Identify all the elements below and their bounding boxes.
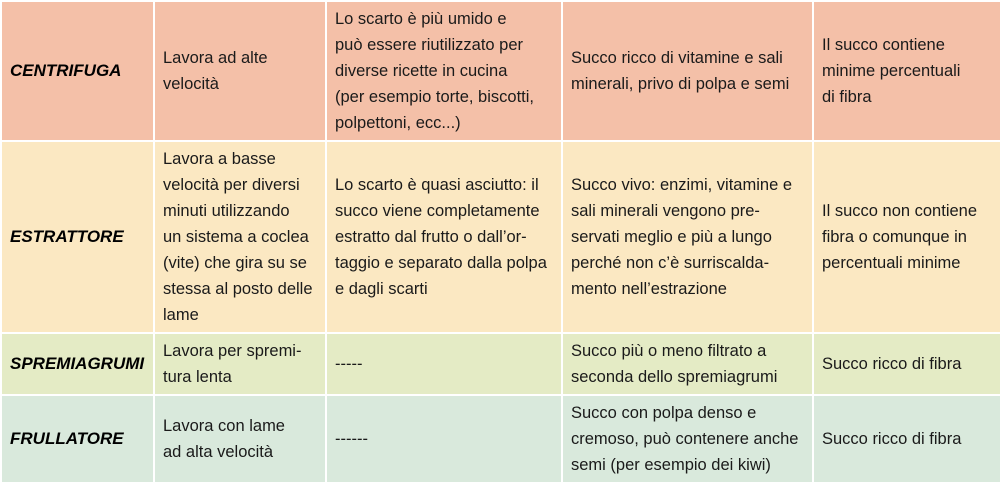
waste-cell: Lo scarto è quasi asciutto: il succo viene completamente estratto dal frutto o dall’or- taggio e separato dalla polpa e dagli scarti xyxy=(326,141,562,333)
speed-cell: Lavora a basse velocità per diversi minuti utilizzando un sistema a coclea (vite) che gira su se stessa al posto delle lame xyxy=(154,141,326,333)
table-row-centrifuga xyxy=(1,1,1000,141)
table-row-frullatore xyxy=(1,395,1000,483)
row-label: ESTRATTORE xyxy=(1,141,154,333)
waste-cell: Lo scarto è più umido e può essere riutilizzato per diverse ricette in cucina (per esempio torte, biscotti, polpettoni, ecc...) xyxy=(326,1,562,141)
waste-cell: ----- xyxy=(326,333,562,395)
fiber-cell: Il succo contiene minime percentuali di fibra xyxy=(813,1,1000,141)
speed-cell: Lavora ad alte velocità xyxy=(154,1,326,141)
speed-cell: Lavora con lame ad alta velocità xyxy=(154,395,326,483)
juice-cell: Succo più o meno filtrato a seconda dello spremiagrumi xyxy=(562,333,813,395)
row-label: CENTRIFUGA xyxy=(1,1,154,141)
table-row-spremiagrumi xyxy=(1,333,1000,395)
juice-cell: Succo con polpa denso e cremoso, può contenere anche semi (per esempio dei kiwi) xyxy=(562,395,813,483)
fiber-cell: Succo ricco di fibra xyxy=(813,395,1000,483)
juice-cell: Succo vivo: enzimi, vitamine e sali minerali vengono pre- servati meglio e più a lungo perché non c’è surriscalda- mento nell’estrazione xyxy=(562,141,813,333)
juice-cell: Succo ricco di vitamine e sali minerali, privo di polpa e semi xyxy=(562,1,813,141)
waste-cell: ------ xyxy=(326,395,562,483)
fiber-cell: Il succo non contiene fibra o comunque in percentuali minime xyxy=(813,141,1000,333)
fiber-cell: Succo ricco di fibra xyxy=(813,333,1000,395)
speed-cell: Lavora per spremi- tura lenta xyxy=(154,333,326,395)
table-row-estrattore xyxy=(1,141,1000,333)
row-label: FRULLATORE xyxy=(1,395,154,483)
row-label: SPREMIAGRUMI xyxy=(1,333,154,395)
